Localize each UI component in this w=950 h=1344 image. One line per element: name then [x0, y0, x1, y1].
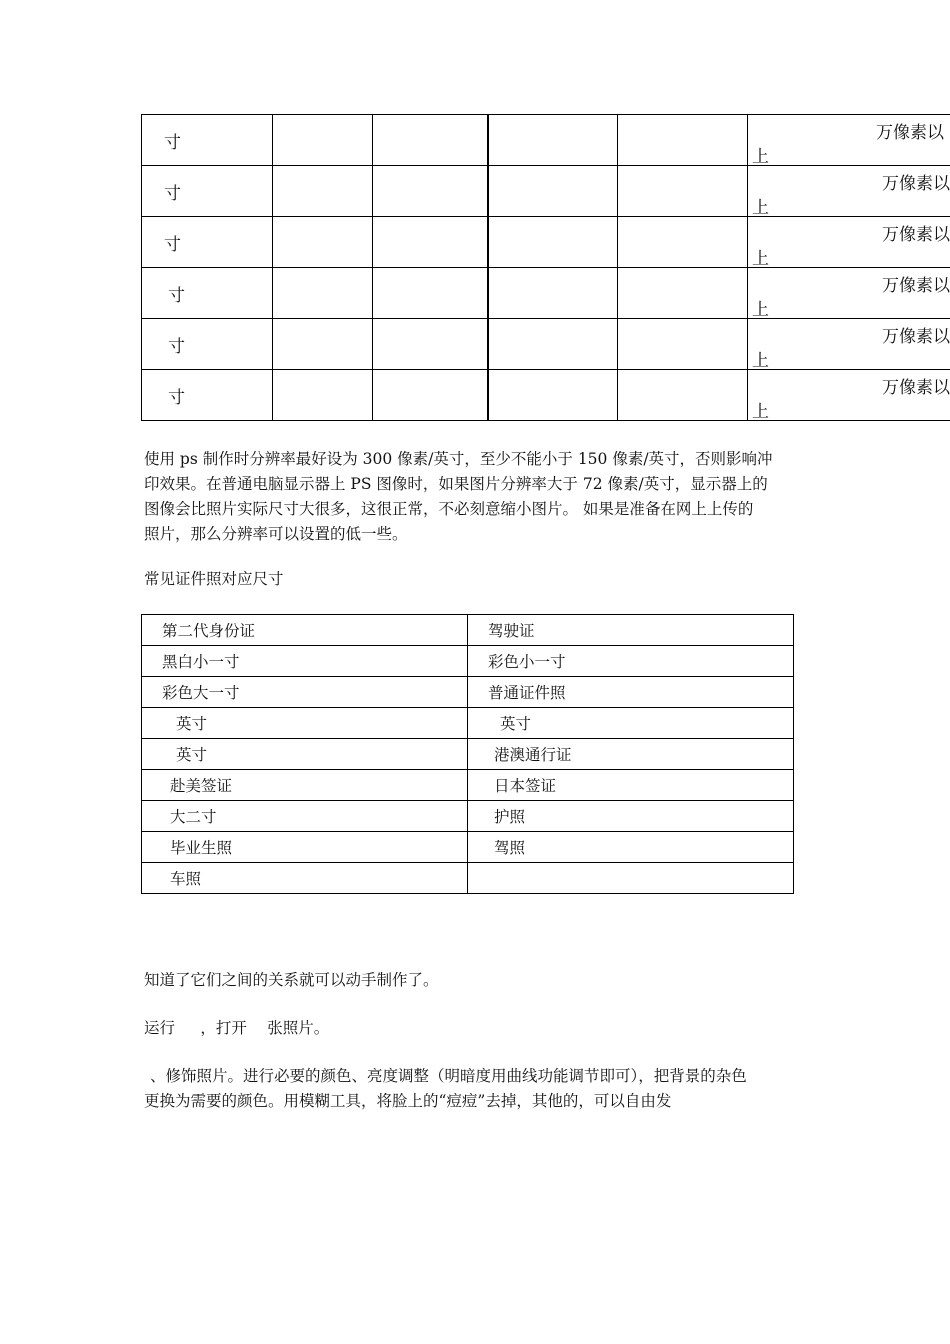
resolution-line-4: 照片，那么分辨率可以设置的低一些。 — [144, 525, 408, 543]
size-table-cell — [373, 115, 489, 166]
size-table-cell — [273, 115, 373, 166]
size-table-cell — [273, 319, 373, 370]
resolution-paragraph — [144, 447, 812, 547]
megapixel-label-continued: 上 — [752, 147, 769, 167]
id-table-cell-right: 驾驶证 — [468, 615, 794, 646]
megapixel-label: 万像素以 — [882, 174, 950, 194]
id-table-cell-left: 毕业生照 — [142, 832, 468, 863]
size-unit-label: 寸 — [164, 235, 181, 255]
size-table-cell — [488, 268, 618, 319]
megapixel-label-continued: 上 — [752, 249, 769, 269]
id-table-cell-right: 港澳通行证 — [468, 739, 794, 770]
size-table-cell — [273, 217, 373, 268]
id-table-cell-right — [468, 863, 794, 894]
size-table-cell — [273, 268, 373, 319]
know-paragraph: 知道了它们之间的关系就可以动手制作了。 — [144, 971, 439, 989]
id-table-row — [142, 615, 794, 646]
size-table-row — [142, 319, 950, 370]
id-table-cell-right: 驾照 — [468, 832, 794, 863]
id-table-cell-right: 护照 — [468, 801, 794, 832]
id-table-row — [142, 770, 794, 801]
id-table-cell-left: 彩色大一寸 — [142, 677, 468, 708]
size-table-cell — [273, 370, 373, 421]
size-table-cell — [142, 115, 273, 166]
size-table-cell — [373, 319, 489, 370]
id-table-cell-right: 普通证件照 — [468, 677, 794, 708]
resolution-line-1: 使用 ps 制作时分辨率最好设为 300 像素/英寸，至少不能小于 150 像素/英寸，否则影响冲 — [144, 450, 773, 468]
size-table-cell — [618, 370, 748, 421]
id-section-title: 常见证件照对应尺寸 — [144, 570, 284, 588]
megapixel-label-continued: 上 — [752, 402, 769, 422]
size-table-cell — [618, 217, 748, 268]
id-table-cell-right: 彩色小一寸 — [468, 646, 794, 677]
size-table-cell — [618, 319, 748, 370]
size-table-cell — [142, 268, 273, 319]
id-table-cell-left: 车照 — [142, 863, 468, 894]
megapixel-label-continued: 上 — [752, 351, 769, 371]
megapixel-label-continued: 上 — [752, 198, 769, 218]
size-table-cell — [748, 319, 950, 370]
megapixel-label: 万像素以 — [882, 225, 950, 245]
size-table — [141, 114, 950, 421]
resolution-line-2: 印效果。在普通电脑显示器上 PS 图像时，如果图片分辨率大于 72 像素/英寸，显示器上的 — [144, 475, 768, 493]
retouch-paragraph — [144, 1064, 818, 1114]
retouch-line-1: 、修饰照片。进行必要的颜色、亮度调整（明暗度用曲线功能调节即可），把背景的杂色 — [150, 1067, 747, 1085]
retouch-line-2: 更换为需要的颜色。用模糊工具，将脸上的“痘痘”去掉，其他的，可以自由发 — [144, 1092, 672, 1110]
id-table-row — [142, 708, 794, 739]
size-unit-label: 寸 — [168, 337, 185, 357]
size-table-cell — [748, 370, 950, 421]
id-table-cell-left: 大二寸 — [142, 801, 468, 832]
id-table-row — [142, 677, 794, 708]
size-table-cell — [488, 115, 618, 166]
size-unit-label: 寸 — [164, 133, 181, 153]
size-unit-label: 寸 — [168, 388, 185, 408]
size-table-cell — [373, 370, 489, 421]
size-table-cell — [142, 370, 273, 421]
megapixel-label: 万像素以 — [882, 327, 950, 347]
size-table-cell — [618, 115, 748, 166]
size-table-row — [142, 370, 950, 421]
size-table-cell — [373, 268, 489, 319]
size-table-cell — [373, 166, 489, 217]
id-table-row — [142, 646, 794, 677]
resolution-line-3: 图像会比照片实际尺寸大很多，这很正常，不必刻意缩小图片。 如果是准备在网上上传的 — [144, 500, 754, 518]
size-table-cell — [748, 166, 950, 217]
size-table-cell — [748, 115, 950, 166]
id-table-row — [142, 739, 794, 770]
size-table-cell — [618, 166, 748, 217]
size-table-cell — [488, 319, 618, 370]
size-table-cell — [618, 268, 748, 319]
megapixel-label: 万像素以 — [882, 276, 950, 296]
size-table-row — [142, 268, 950, 319]
id-table-row — [142, 863, 794, 894]
size-table-row — [142, 115, 950, 166]
id-table-cell-left: 英寸 — [142, 739, 468, 770]
size-unit-label: 寸 — [164, 184, 181, 204]
size-unit-label: 寸 — [168, 286, 185, 306]
size-table-cell — [273, 166, 373, 217]
size-table-row — [142, 217, 950, 268]
megapixel-label-continued: 上 — [752, 300, 769, 320]
id-table-cell-left: 第二代身份证 — [142, 615, 468, 646]
id-table-row — [142, 832, 794, 863]
size-table-cell — [142, 319, 273, 370]
size-table-cell — [748, 217, 950, 268]
id-table-cell-left: 赴美签证 — [142, 770, 468, 801]
id-table-cell-left: 英寸 — [142, 708, 468, 739]
size-table-cell — [488, 217, 618, 268]
id-photo-table — [141, 614, 794, 894]
size-table-cell — [373, 217, 489, 268]
size-table-cell — [142, 166, 273, 217]
size-table-cell — [488, 370, 618, 421]
megapixel-label: 万像素以 — [876, 123, 944, 143]
id-table-cell-left: 黑白小一寸 — [142, 646, 468, 677]
size-table-cell — [488, 166, 618, 217]
id-table-cell-right: 英寸 — [468, 708, 794, 739]
size-table-cell — [142, 217, 273, 268]
id-table-cell-right: 日本签证 — [468, 770, 794, 801]
size-table-cell — [748, 268, 950, 319]
run-paragraph: 运行 ，打开 张照片。 — [144, 1019, 330, 1037]
id-table-row — [142, 801, 794, 832]
size-table-row — [142, 166, 950, 217]
megapixel-label: 万像素以 — [882, 378, 950, 398]
